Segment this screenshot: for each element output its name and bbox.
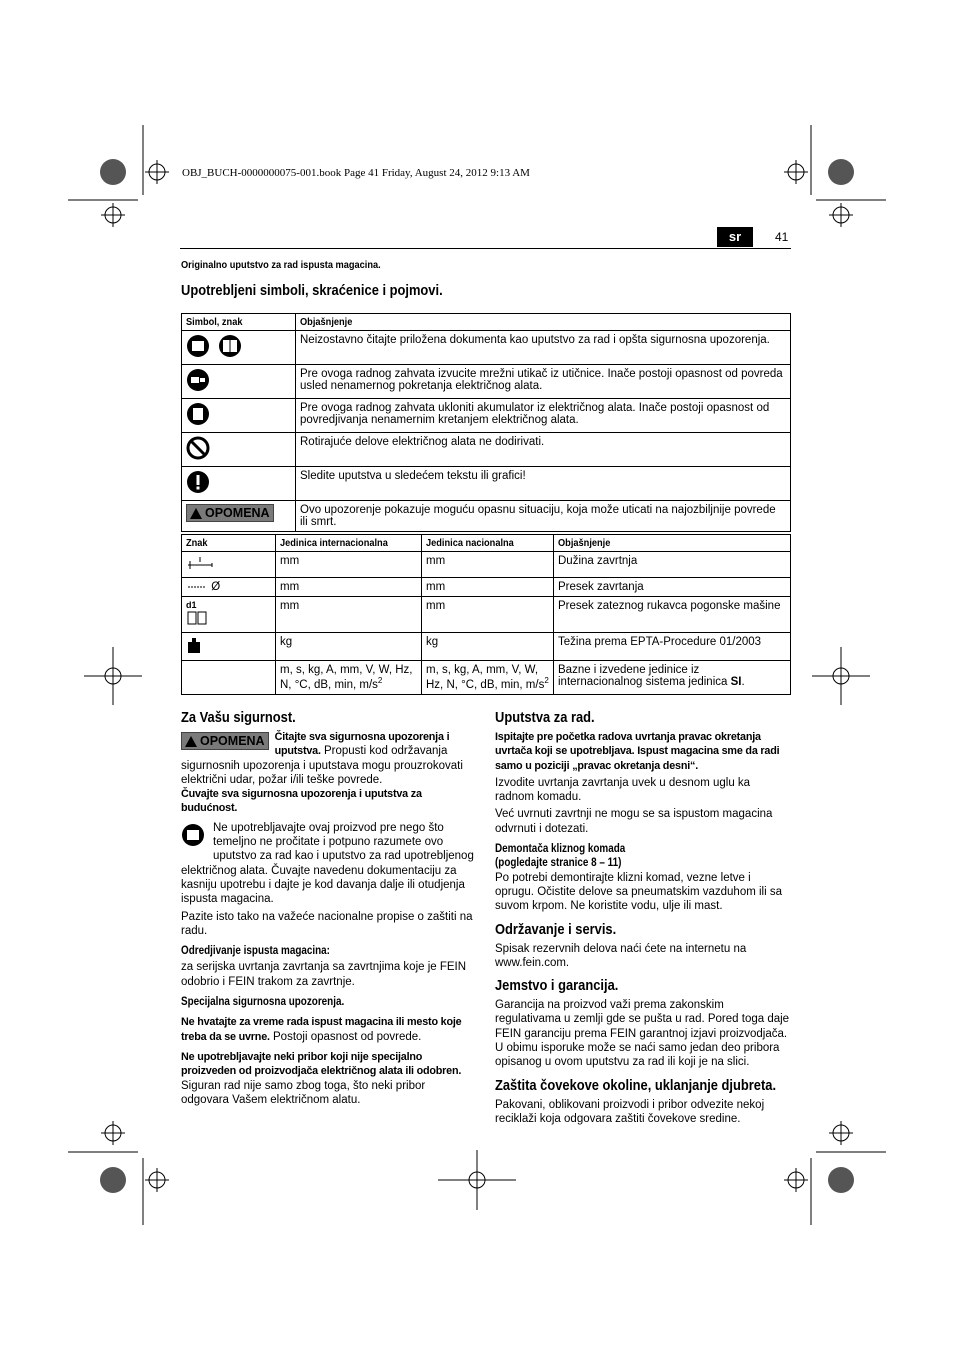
table-row: OPOMENA Ovo upozorenje pokazuje moguću opasnu situaciju, koja može uticati na najozbiljnije povrede ili smrt.: [182, 501, 791, 532]
read-manual-icon: [181, 823, 207, 851]
units-table-header-explanation: Objašnjenje: [554, 535, 791, 552]
symbols-table-header-explanation: Objašnjenje: [296, 314, 791, 331]
exclamation-icon: [182, 467, 296, 501]
right-column: Uputstva za rad. Ispitajte pre početka radova uvrtanja pravac okretanja uvrtača koji se upotrebljava. Ispust magacina sme da radi samo u poziciji „pravac okretanja desni“. Izvodite uvrtanja zavrtanja uvek u desnom uglu ka radnom komadu. Već uvrnuti zavrtnji ne mogu se sa ispustom magacina odvrnuti i dotezati. Demontača kliznog komada (pogledajte stranice 8 – 11) Po potrebi demontirajte klizni komad, vezne letve i oprugu. Očistite delove sa pneumatskim vazduhom ili sa suvom krpom. Ne koristite vodu, ulje ili mast. Održavanje i servis. Spisak rezervnih delova naći ćete na internetu na www.fein.com. Jemstvo i garancija. Garancija na proizvod važi prema zakonskim regulativama u zemlji gde se pušta u rad. Pored toga daje FEIN garanciju prema FEIN garantnoj izjavi proizvodjača. U obimu isporuke može se naći samo jedan deo pribora opisanog u ovom uputstvu za rad ili koji je na slici. Zaštita čovekove okoline, uklanjanje djubreta. Pakovani, oblikovani proizvodi i pribor odvezite nekoj reciklaži koja odgovara zaštiti čovekove sredine.: [495, 708, 791, 1129]
purpose-title: Odredjivanje ispusta magacina:: [181, 945, 330, 958]
dismount-title: Demontača kliznog komada (pogledajte stranice 8 – 11): [495, 843, 626, 870]
doc-subtitle: Originalno uputstvo za rad ispusta magacina.: [181, 259, 381, 271]
table-row: d1 mm mm Presek zateznog rukavca pogonske mašine: [182, 597, 791, 633]
symbols-table-header-symbol: Simbol, znak: [182, 314, 296, 331]
units-table: [181, 534, 791, 695]
safety-title: Za Vašu sigurnost.: [181, 709, 296, 726]
page-number: 41: [775, 230, 789, 244]
weight-icon: [182, 633, 276, 661]
environment-title: Zaštita čovekove okoline, uklanjanje djubreta.: [495, 1076, 777, 1094]
symbols-section-title: Upotrebljeni simboli, skraćenice i pojmovi.: [181, 282, 443, 299]
chuck-diameter-icon: d1: [182, 597, 276, 633]
header-rule: [180, 248, 791, 249]
table-row: Pre ovoga radnog zahvata ukloniti akumulator iz električnog alata. Inače postoji opasnost od povredjivanja nenamernim kretanjem električnog alata.: [182, 399, 791, 433]
warning-label: OPOMENA: [181, 732, 269, 750]
maintenance-title: Održavanje i servis.: [495, 920, 617, 938]
usage-title: Uputstva za rad.: [495, 709, 595, 726]
warning-triangle-icon: [190, 508, 202, 519]
read-manual-icon: [182, 331, 296, 365]
table-row: Neizostavno čitajte priložena dokumenta kao uputstvo za rad i opšta sigurnosna upozorenja.: [182, 331, 791, 365]
units-table-header-sign: Znak: [182, 535, 276, 552]
warranty-title: Jemstvo i garancija.: [495, 977, 619, 995]
table-row: Sledite uputstva u sledećem tekstu ili grafici!: [182, 467, 791, 501]
book-info-line: OBJ_BUCH-0000000075-001.book Page 41 Friday, August 24, 2012 9:13 AM: [182, 167, 530, 179]
units-table-header-nat: Jedinica nacionalna: [422, 535, 554, 552]
unplug-icon: [182, 365, 296, 399]
screw-length-icon: [182, 552, 276, 578]
units-table-header-intl: Jedinica internacionalna: [276, 535, 422, 552]
table-row: Ø mm mm Presek zavrtanja: [182, 578, 791, 597]
warning-triangle-icon: [185, 736, 197, 747]
table-row: mm mm Dužina zavrtnja: [182, 552, 791, 578]
warning-label: OPOMENA: [182, 501, 296, 532]
no-touch-icon: [182, 433, 296, 467]
table-row: Pre ovoga radnog zahvata izvucite mrežni utikač iz utičnice. Inače postoji opasnost od povreda usled nenamernog pokretanja električnog alata.: [182, 365, 791, 399]
table-row: kg kg Težina prema EPTA-Procedure 01/2003: [182, 633, 791, 661]
symbols-table: [181, 313, 791, 532]
left-column: Za Vašu sigurnost. OPOMENA Čitajte sva sigurnosna upozorenja i uputstva. Propusti kod održavanja sigurnosnih upozorenja i uputstava mogu prouzrokovati električni udar, požar i/ili teške povrede. Čuvajte sva sigurnosna upozorenja i uputstva za budućnost. Ne upotrebljavajte ovaj proizvod pre nego što temeljno ne pročitate i potpuno razumete ovo uputstvo za rad kao i uputstvo za rad upotrebljenog električnog alata. Čuvajte navedenu dokumentaciju za kasniju upotrebu i dajte je kod davanja dalje ili otudjenja ispusta magacina. Pazite isto tako na važeće nacionalne propise o zaštiti na radu. Odredjivanje ispusta magacina: za serijska uvrtanja zavrtanja sa zavrtnjima koje je FEIN odobrio i FEIN trakom za zavrtnje. Specijalna sigurnosna upozorenja. Ne hvatajte za vreme rada ispust magacina ili mesto koje treba da se uvrne. Postoji opasnost od povrede. Ne upotrebljavajte neki pribor koji nije specijalno proizveden od proizvodjača električnog alata ili odobren. Siguran rad nije samo zbog toga, što neki pribor odgovara Vašem električnom alatu.: [181, 708, 476, 1110]
language-tab: sr: [717, 227, 753, 247]
screw-diameter-icon: Ø: [182, 578, 276, 597]
special-title: Specijalna sigurnosna upozorenja.: [181, 996, 345, 1009]
table-row: Rotirajuće delove električnog alata ne dodirivati.: [182, 433, 791, 467]
remove-battery-icon: [182, 399, 296, 433]
table-row: m, s, kg, A, mm, V, W, Hz, N, °C, dB, min, $m/s^2$ m, s, kg, A, mm, V, W, Hz, N, °C, dB, min, $m/s^2$ Bazne i izvedene jedinice iz internacionalnog sistema jedinica SI.: [182, 661, 791, 695]
